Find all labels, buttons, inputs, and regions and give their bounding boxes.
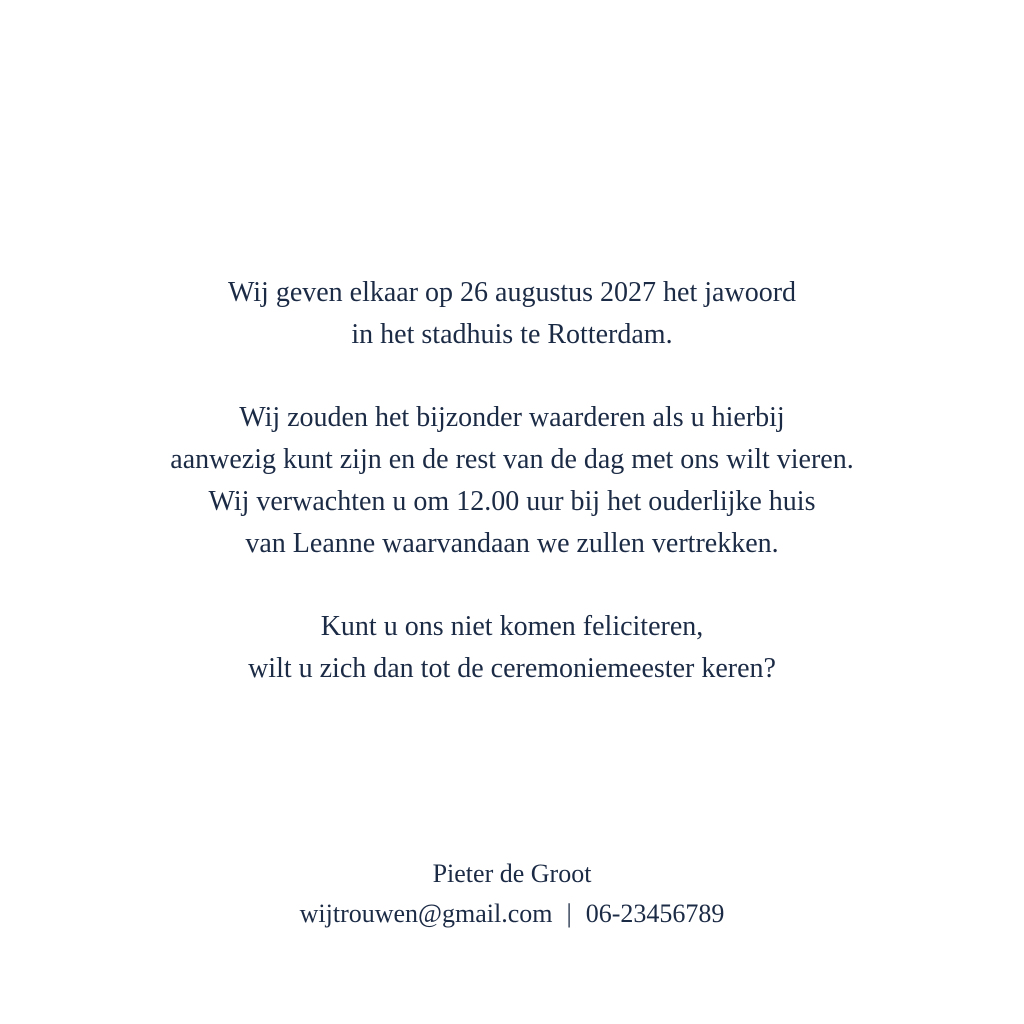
text-line: Wij geven elkaar op 26 augustus 2027 het jawoord bbox=[227, 277, 797, 308]
text-line: wilt u zich dan tot de ceremoniemeester keren? bbox=[248, 653, 776, 684]
contact-separator: | bbox=[566, 899, 572, 928]
text-line: Kunt u ons niet komen feliciteren, bbox=[320, 611, 704, 642]
text-line: in het stadhuis te Rotterdam. bbox=[351, 319, 673, 350]
contact-name: Pieter de Groot bbox=[432, 859, 592, 888]
contact-details bbox=[0, 894, 1024, 934]
text-line: aanwezig kunt zijn en de rest van de dag met ons wilt vieren. bbox=[170, 444, 854, 475]
text-line: van Leanne waarvandaan we zullen vertrekken. bbox=[245, 528, 779, 559]
contact-email: wijtrouwen@gmail.com bbox=[299, 899, 553, 928]
contact-phone: 06-23456789 bbox=[585, 899, 725, 928]
paragraph-invitation-details bbox=[0, 397, 1024, 565]
paragraph-ceremony-master bbox=[0, 606, 1024, 690]
paragraph-date-location bbox=[0, 272, 1024, 356]
invitation-body bbox=[0, 272, 1024, 690]
contact-block bbox=[0, 854, 1024, 934]
text-line: Wij verwachten u om 12.00 uur bij het ouderlijke huis bbox=[208, 486, 816, 517]
text-line: Wij zouden het bijzonder waarderen als u hierbij bbox=[239, 402, 785, 433]
